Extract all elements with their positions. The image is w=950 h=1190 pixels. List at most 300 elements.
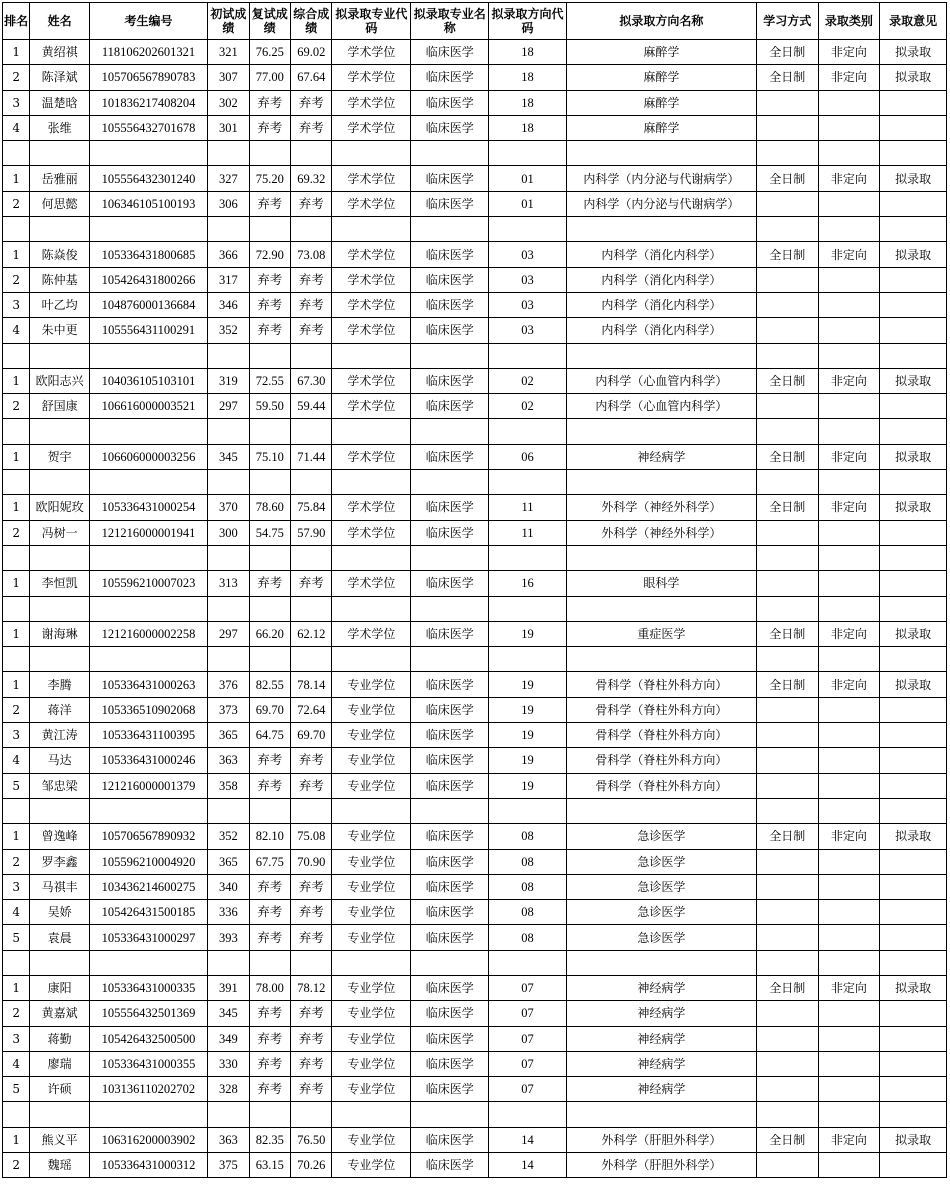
cell-admit-type [818, 697, 880, 722]
empty-cell [30, 798, 90, 823]
cell-direction-name: 急诊医学 [566, 900, 756, 925]
empty-cell [291, 950, 332, 975]
empty-cell [489, 798, 567, 823]
cell-admit-type: 非定向 [818, 495, 880, 520]
cell-direction-name: 眼科学 [566, 571, 756, 596]
cell-major-code: 专业学位 [332, 975, 411, 1000]
empty-cell [566, 545, 756, 570]
empty-cell [489, 217, 567, 242]
cell-exam-id: 105596210007023 [89, 571, 207, 596]
cell-direction-code: 18 [489, 115, 567, 140]
cell-exam-id: 105596210004920 [89, 849, 207, 874]
cell-name: 罗李鑫 [30, 849, 90, 874]
cell-admit-type [818, 191, 880, 216]
cell-opinion [880, 900, 947, 925]
cell-admit-type: 非定向 [818, 672, 880, 697]
empty-cell [249, 545, 290, 570]
cell-rank: 2 [3, 394, 30, 419]
cell-exam-id: 105706567890783 [89, 65, 207, 90]
cell-initial-score: 363 [208, 748, 249, 773]
cell-direction-code: 02 [489, 368, 567, 393]
empty-cell [566, 647, 756, 672]
cell-direction-name: 外科学（神经外科学） [566, 495, 756, 520]
table-row [3, 495, 947, 520]
cell-exam-id: 104876000136684 [89, 292, 207, 317]
cell-total-score: 弃考 [291, 571, 332, 596]
cell-rank: 1 [3, 40, 30, 65]
cell-admit-type [818, 849, 880, 874]
cell-direction-name: 内科学（心血管内科学） [566, 368, 756, 393]
cell-admit-type [818, 925, 880, 950]
cell-total-score: 弃考 [291, 748, 332, 773]
empty-cell [89, 596, 207, 621]
cell-rank: 1 [3, 242, 30, 267]
empty-cell [411, 647, 489, 672]
cell-direction-name: 骨科学（脊柱外科方向） [566, 672, 756, 697]
table-body [3, 40, 947, 1178]
cell-retest-score: 弃考 [249, 748, 290, 773]
empty-cell [818, 545, 880, 570]
cell-direction-name: 神经病学 [566, 1077, 756, 1102]
spacer-row [3, 343, 947, 368]
cell-study-mode [756, 697, 818, 722]
cell-direction-code: 19 [489, 697, 567, 722]
cell-major-code: 学术学位 [332, 242, 411, 267]
cell-total-score: 弃考 [291, 900, 332, 925]
cell-retest-score: 63.15 [249, 1153, 290, 1178]
cell-opinion: 拟录取 [880, 242, 947, 267]
cell-rank: 3 [3, 723, 30, 748]
cell-initial-score: 302 [208, 90, 249, 115]
cell-direction-code: 14 [489, 1153, 567, 1178]
header-major-code: 拟录取专业代码 [332, 3, 411, 40]
cell-exam-id: 105426431500185 [89, 900, 207, 925]
empty-cell [208, 141, 249, 166]
cell-name: 陈焱俊 [30, 242, 90, 267]
empty-cell [756, 470, 818, 495]
empty-cell [880, 419, 947, 444]
cell-direction-code: 07 [489, 1026, 567, 1051]
cell-study-mode: 全日制 [756, 621, 818, 646]
cell-direction-code: 03 [489, 318, 567, 343]
cell-total-score: 69.02 [291, 40, 332, 65]
cell-major-code: 专业学位 [332, 1001, 411, 1026]
empty-cell [208, 419, 249, 444]
empty-cell [411, 343, 489, 368]
cell-major-code: 专业学位 [332, 1077, 411, 1102]
empty-cell [291, 217, 332, 242]
cell-admit-type [818, 723, 880, 748]
cell-retest-score: 弃考 [249, 925, 290, 950]
cell-direction-code: 19 [489, 773, 567, 798]
table-row [3, 1077, 947, 1102]
cell-total-score: 弃考 [291, 191, 332, 216]
cell-admit-type [818, 394, 880, 419]
cell-direction-name: 外科学（肝胆外科学） [566, 1153, 756, 1178]
cell-direction-code: 11 [489, 520, 567, 545]
empty-cell [249, 1102, 290, 1127]
spacer-row [3, 798, 947, 823]
cell-direction-code: 19 [489, 672, 567, 697]
cell-initial-score: 352 [208, 318, 249, 343]
table-row [3, 824, 947, 849]
cell-direction-code: 19 [489, 748, 567, 773]
cell-total-score: 67.30 [291, 368, 332, 393]
empty-cell [3, 545, 30, 570]
cell-retest-score: 78.60 [249, 495, 290, 520]
cell-major-name: 临床医学 [411, 1077, 489, 1102]
cell-retest-score: 82.55 [249, 672, 290, 697]
table-row [3, 672, 947, 697]
cell-exam-id: 105336431000246 [89, 748, 207, 773]
cell-study-mode: 全日制 [756, 368, 818, 393]
cell-retest-score: 76.25 [249, 40, 290, 65]
empty-cell [818, 647, 880, 672]
cell-major-name: 临床医学 [411, 191, 489, 216]
cell-major-code: 学术学位 [332, 292, 411, 317]
cell-direction-name: 内科学（心血管内科学） [566, 394, 756, 419]
empty-cell [818, 343, 880, 368]
cell-initial-score: 328 [208, 1077, 249, 1102]
cell-rank: 5 [3, 925, 30, 950]
cell-direction-code: 08 [489, 824, 567, 849]
cell-opinion [880, 115, 947, 140]
empty-cell [756, 217, 818, 242]
cell-name: 廖瑞 [30, 1051, 90, 1076]
empty-cell [249, 217, 290, 242]
empty-cell [332, 950, 411, 975]
cell-study-mode [756, 1077, 818, 1102]
table-row [3, 621, 947, 646]
empty-cell [249, 419, 290, 444]
cell-initial-score: 327 [208, 166, 249, 191]
cell-opinion: 拟录取 [880, 975, 947, 1000]
cell-exam-id: 105336431000297 [89, 925, 207, 950]
table-row [3, 368, 947, 393]
cell-initial-score: 366 [208, 242, 249, 267]
cell-major-name: 临床医学 [411, 90, 489, 115]
cell-admit-type [818, 1077, 880, 1102]
table-row [3, 571, 947, 596]
cell-retest-score: 82.35 [249, 1127, 290, 1152]
cell-opinion [880, 318, 947, 343]
empty-cell [566, 798, 756, 823]
cell-exam-id: 105556432301240 [89, 166, 207, 191]
cell-retest-score: 59.50 [249, 394, 290, 419]
cell-major-code: 专业学位 [332, 773, 411, 798]
cell-exam-id: 106616000003521 [89, 394, 207, 419]
cell-major-name: 临床医学 [411, 292, 489, 317]
table-row [3, 267, 947, 292]
cell-initial-score: 373 [208, 697, 249, 722]
cell-direction-name: 麻醉学 [566, 40, 756, 65]
cell-exam-id: 121216000001941 [89, 520, 207, 545]
cell-direction-code: 14 [489, 1127, 567, 1152]
cell-name: 蒋洋 [30, 697, 90, 722]
cell-major-code: 专业学位 [332, 824, 411, 849]
cell-admit-type: 非定向 [818, 444, 880, 469]
cell-total-score: 70.90 [291, 849, 332, 874]
cell-total-score: 73.08 [291, 242, 332, 267]
cell-major-name: 临床医学 [411, 571, 489, 596]
empty-cell [291, 343, 332, 368]
cell-retest-score: 弃考 [249, 1001, 290, 1026]
cell-exam-id: 106606000003256 [89, 444, 207, 469]
cell-name: 熊义平 [30, 1127, 90, 1152]
empty-cell [30, 141, 90, 166]
cell-name: 曾逸峰 [30, 824, 90, 849]
cell-rank: 1 [3, 975, 30, 1000]
cell-retest-score: 72.55 [249, 368, 290, 393]
cell-direction-name: 内科学（消化内科学） [566, 292, 756, 317]
cell-name: 温楚晗 [30, 90, 90, 115]
table-row [3, 40, 947, 65]
cell-retest-score: 弃考 [249, 900, 290, 925]
empty-cell [30, 596, 90, 621]
cell-exam-id: 105556431100291 [89, 318, 207, 343]
cell-opinion [880, 1051, 947, 1076]
cell-direction-name: 急诊医学 [566, 874, 756, 899]
cell-opinion [880, 773, 947, 798]
empty-cell [249, 141, 290, 166]
empty-cell [411, 217, 489, 242]
cell-exam-id: 103136110202702 [89, 1077, 207, 1102]
cell-name: 冯树一 [30, 520, 90, 545]
empty-cell [249, 798, 290, 823]
cell-major-code: 学术学位 [332, 318, 411, 343]
empty-cell [3, 141, 30, 166]
cell-exam-id: 105336431000355 [89, 1051, 207, 1076]
cell-major-code: 专业学位 [332, 1051, 411, 1076]
cell-admit-type: 非定向 [818, 368, 880, 393]
cell-major-name: 临床医学 [411, 697, 489, 722]
cell-major-name: 临床医学 [411, 115, 489, 140]
cell-total-score: 62.12 [291, 621, 332, 646]
cell-initial-score: 365 [208, 723, 249, 748]
cell-study-mode [756, 1001, 818, 1026]
table-row [3, 1051, 947, 1076]
spacer-row [3, 141, 947, 166]
cell-direction-code: 07 [489, 975, 567, 1000]
cell-retest-score: 69.70 [249, 697, 290, 722]
table-row [3, 1127, 947, 1152]
empty-cell [489, 419, 567, 444]
cell-exam-id: 105336431100395 [89, 723, 207, 748]
empty-cell [89, 798, 207, 823]
cell-total-score: 弃考 [291, 874, 332, 899]
cell-major-code: 学术学位 [332, 40, 411, 65]
table-row [3, 975, 947, 1000]
table-row [3, 394, 947, 419]
empty-cell [30, 545, 90, 570]
cell-direction-code: 08 [489, 900, 567, 925]
cell-study-mode [756, 925, 818, 950]
cell-admit-type [818, 318, 880, 343]
empty-cell [208, 596, 249, 621]
table-row [3, 925, 947, 950]
cell-total-score: 69.32 [291, 166, 332, 191]
cell-rank: 3 [3, 874, 30, 899]
empty-cell [880, 343, 947, 368]
cell-direction-code: 01 [489, 166, 567, 191]
cell-retest-score: 66.20 [249, 621, 290, 646]
cell-major-name: 临床医学 [411, 40, 489, 65]
header-opinion: 录取意见 [880, 3, 947, 40]
cell-total-score: 71.44 [291, 444, 332, 469]
cell-direction-code: 16 [489, 571, 567, 596]
cell-admit-type: 非定向 [818, 1127, 880, 1152]
cell-rank: 4 [3, 748, 30, 773]
cell-major-name: 临床医学 [411, 824, 489, 849]
cell-admit-type [818, 1026, 880, 1051]
table-row [3, 65, 947, 90]
cell-rank: 2 [3, 697, 30, 722]
cell-name: 欧阳志兴 [30, 368, 90, 393]
cell-rank: 5 [3, 1077, 30, 1102]
empty-cell [566, 217, 756, 242]
cell-opinion [880, 925, 947, 950]
cell-initial-score: 306 [208, 191, 249, 216]
cell-rank: 2 [3, 520, 30, 545]
cell-major-code: 学术学位 [332, 621, 411, 646]
cell-exam-id: 105706567890932 [89, 824, 207, 849]
cell-direction-name: 内科学（消化内科学） [566, 242, 756, 267]
empty-cell [332, 545, 411, 570]
cell-rank: 1 [3, 444, 30, 469]
cell-direction-name: 神经病学 [566, 1001, 756, 1026]
cell-exam-id: 105336431000335 [89, 975, 207, 1000]
cell-study-mode [756, 773, 818, 798]
cell-total-score: 59.44 [291, 394, 332, 419]
empty-cell [880, 647, 947, 672]
cell-initial-score: 300 [208, 520, 249, 545]
cell-direction-name: 神经病学 [566, 1051, 756, 1076]
cell-direction-code: 06 [489, 444, 567, 469]
cell-retest-score: 78.00 [249, 975, 290, 1000]
admission-table [2, 2, 947, 1178]
cell-major-name: 临床医学 [411, 849, 489, 874]
cell-retest-score: 弃考 [249, 874, 290, 899]
cell-major-code: 学术学位 [332, 444, 411, 469]
empty-cell [89, 1102, 207, 1127]
cell-major-name: 临床医学 [411, 748, 489, 773]
cell-rank: 3 [3, 1026, 30, 1051]
empty-cell [208, 950, 249, 975]
cell-admit-type: 非定向 [818, 975, 880, 1000]
empty-cell [3, 647, 30, 672]
empty-cell [756, 419, 818, 444]
cell-opinion [880, 1153, 947, 1178]
cell-direction-code: 07 [489, 1001, 567, 1026]
empty-cell [3, 470, 30, 495]
cell-direction-name: 骨科学（脊柱外科方向） [566, 748, 756, 773]
cell-name: 张维 [30, 115, 90, 140]
cell-rank: 2 [3, 267, 30, 292]
empty-cell [756, 1102, 818, 1127]
empty-cell [3, 419, 30, 444]
cell-name: 马达 [30, 748, 90, 773]
cell-total-score: 弃考 [291, 1051, 332, 1076]
cell-name: 魏瑶 [30, 1153, 90, 1178]
cell-initial-score: 307 [208, 65, 249, 90]
cell-major-name: 临床医学 [411, 874, 489, 899]
cell-retest-score: 弃考 [249, 115, 290, 140]
cell-major-name: 临床医学 [411, 495, 489, 520]
empty-cell [411, 141, 489, 166]
cell-admit-type [818, 267, 880, 292]
empty-cell [291, 1102, 332, 1127]
cell-major-code: 学术学位 [332, 495, 411, 520]
cell-major-code: 专业学位 [332, 900, 411, 925]
empty-cell [880, 470, 947, 495]
empty-cell [566, 470, 756, 495]
spacer-row [3, 596, 947, 621]
cell-opinion [880, 874, 947, 899]
empty-cell [756, 647, 818, 672]
cell-name: 何思懿 [30, 191, 90, 216]
header-direction-code: 拟录取方向代码 [489, 3, 567, 40]
table-row [3, 874, 947, 899]
cell-initial-score: 375 [208, 1153, 249, 1178]
cell-admit-type [818, 1001, 880, 1026]
header-row [3, 3, 947, 40]
empty-cell [208, 470, 249, 495]
cell-name: 贺宇 [30, 444, 90, 469]
empty-cell [291, 596, 332, 621]
empty-cell [249, 647, 290, 672]
cell-name: 马祺丰 [30, 874, 90, 899]
cell-name: 黄嘉斌 [30, 1001, 90, 1026]
cell-major-code: 学术学位 [332, 166, 411, 191]
cell-major-code: 学术学位 [332, 267, 411, 292]
cell-initial-score: 370 [208, 495, 249, 520]
empty-cell [489, 343, 567, 368]
cell-initial-score: 301 [208, 115, 249, 140]
cell-major-code: 学术学位 [332, 115, 411, 140]
empty-cell [89, 141, 207, 166]
empty-cell [208, 1102, 249, 1127]
empty-cell [880, 141, 947, 166]
cell-initial-score: 336 [208, 900, 249, 925]
cell-study-mode [756, 1153, 818, 1178]
cell-rank: 2 [3, 191, 30, 216]
cell-study-mode [756, 191, 818, 216]
cell-opinion [880, 849, 947, 874]
empty-cell [332, 217, 411, 242]
cell-total-score: 70.26 [291, 1153, 332, 1178]
cell-opinion [880, 267, 947, 292]
cell-rank: 4 [3, 900, 30, 925]
cell-admit-type: 非定向 [818, 65, 880, 90]
cell-direction-name: 麻醉学 [566, 65, 756, 90]
cell-total-score: 弃考 [291, 1077, 332, 1102]
cell-name: 李恒凯 [30, 571, 90, 596]
cell-direction-name: 神经病学 [566, 444, 756, 469]
cell-direction-name: 外科学（肝胆外科学） [566, 1127, 756, 1152]
cell-opinion [880, 292, 947, 317]
empty-cell [89, 470, 207, 495]
cell-direction-name: 急诊医学 [566, 849, 756, 874]
spacer-row [3, 217, 947, 242]
cell-major-name: 临床医学 [411, 925, 489, 950]
table-row [3, 242, 947, 267]
cell-opinion: 拟录取 [880, 621, 947, 646]
cell-exam-id: 104036105103101 [89, 368, 207, 393]
cell-direction-code: 02 [489, 394, 567, 419]
empty-cell [566, 343, 756, 368]
cell-initial-score: 352 [208, 824, 249, 849]
cell-major-name: 临床医学 [411, 975, 489, 1000]
